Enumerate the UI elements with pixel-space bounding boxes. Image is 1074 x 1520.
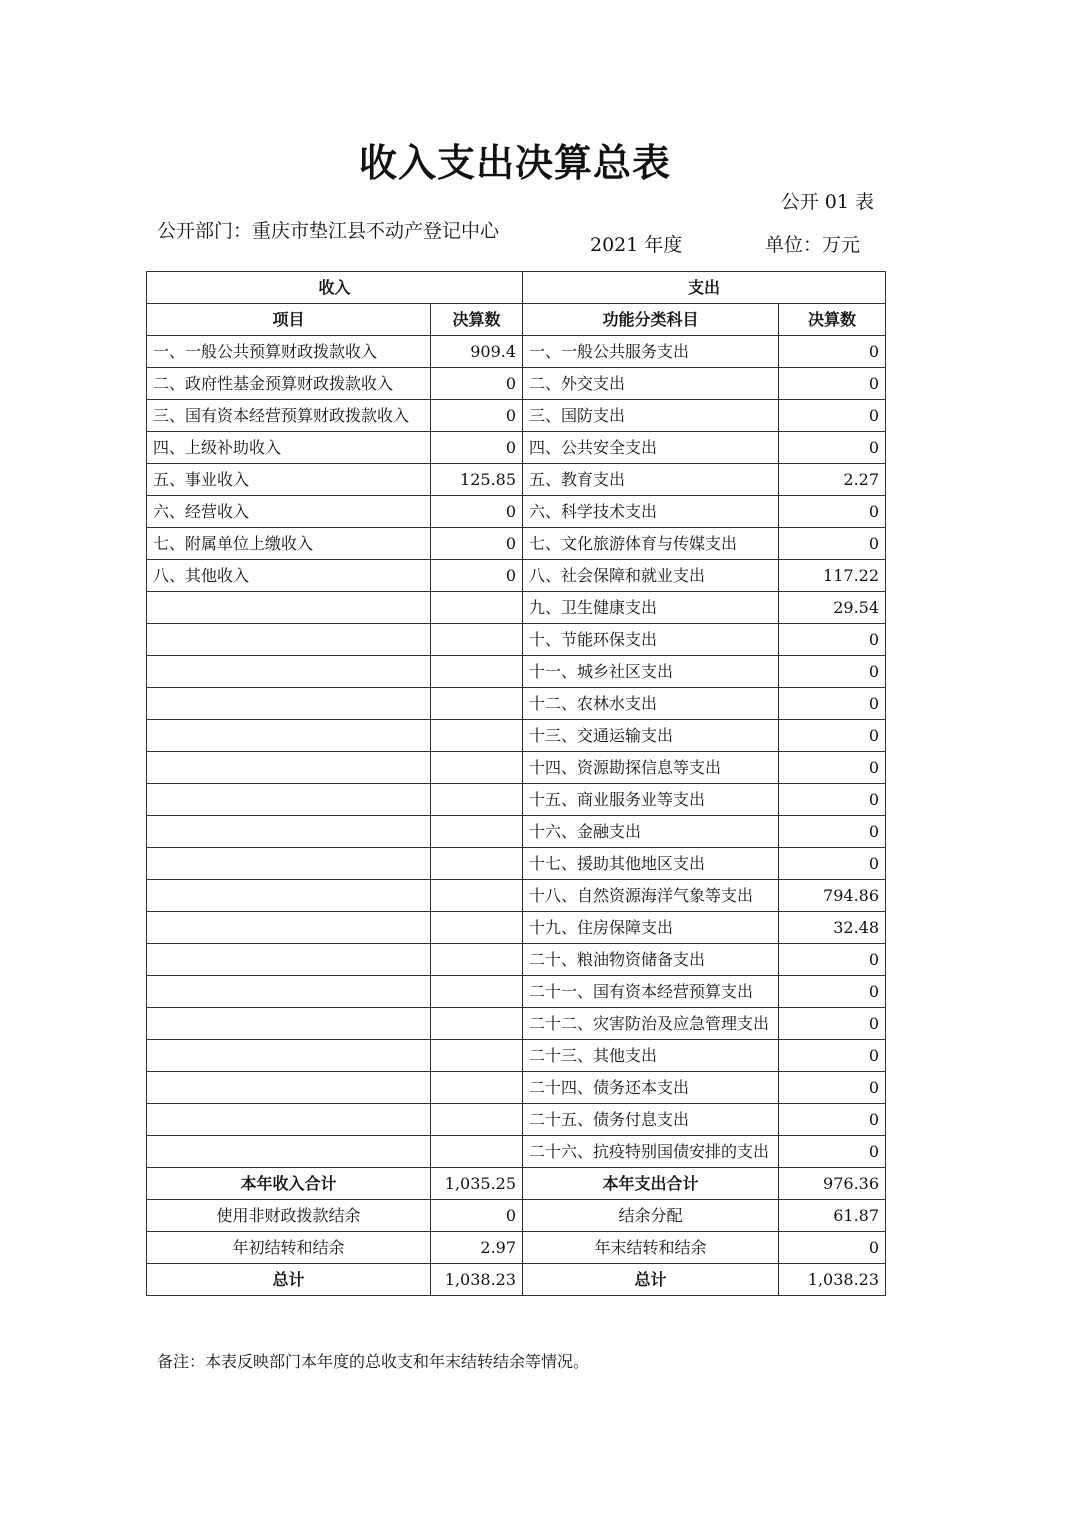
table-row bbox=[147, 912, 886, 944]
table-row bbox=[147, 752, 886, 784]
expense-amount-cell: 0 bbox=[779, 1008, 886, 1040]
expense-total-value: 976.36 bbox=[779, 1168, 886, 1200]
income-item-cell: 六、经营收入 bbox=[147, 496, 431, 528]
begin-balance-label: 年初结转和结余 bbox=[147, 1232, 431, 1264]
table-row bbox=[147, 688, 886, 720]
income-amount-cell: 0 bbox=[431, 368, 523, 400]
expense-item-cell: 八、社会保障和就业支出 bbox=[523, 560, 779, 592]
expense-item-cell: 十二、农林水支出 bbox=[523, 688, 779, 720]
total-row bbox=[147, 1168, 886, 1200]
income-amount-cell bbox=[431, 848, 523, 880]
begin-balance-value: 2.97 bbox=[431, 1232, 523, 1264]
expense-amount-cell: 2.27 bbox=[779, 464, 886, 496]
income-amount-cell bbox=[431, 880, 523, 912]
expense-total-label: 本年支出合计 bbox=[523, 1168, 779, 1200]
income-amount-cell: 0 bbox=[431, 400, 523, 432]
expense-amount-cell: 0 bbox=[779, 624, 886, 656]
income-amount-cell: 0 bbox=[431, 528, 523, 560]
income-amount-cell: 125.85 bbox=[431, 464, 523, 496]
income-item-cell bbox=[147, 944, 431, 976]
col-amount-right-header: 决算数 bbox=[779, 304, 886, 336]
expense-amount-cell: 0 bbox=[779, 400, 886, 432]
total-row bbox=[147, 1200, 886, 1232]
table-row bbox=[147, 1040, 886, 1072]
income-item-cell bbox=[147, 688, 431, 720]
page-title: 收入支出决算总表 bbox=[358, 141, 671, 185]
income-item-cell: 七、附属单位上缴收入 bbox=[147, 528, 431, 560]
expense-header: 支出 bbox=[523, 272, 886, 304]
grand-total-row bbox=[147, 1264, 886, 1296]
income-item-cell bbox=[147, 752, 431, 784]
expense-item-cell: 二十四、债务还本支出 bbox=[523, 1072, 779, 1104]
table-row bbox=[147, 656, 886, 688]
header-row-group bbox=[147, 272, 886, 304]
income-item-cell: 八、其他收入 bbox=[147, 560, 431, 592]
unit-label: 单位：万元 bbox=[765, 234, 861, 256]
expense-item-cell: 七、文化旅游体育与传媒支出 bbox=[523, 528, 779, 560]
expense-amount-cell: 0 bbox=[779, 688, 886, 720]
income-amount-cell bbox=[431, 656, 523, 688]
surplus-dist-value: 61.87 bbox=[779, 1200, 886, 1232]
grand-total-value-right: 1,038.23 bbox=[779, 1264, 886, 1296]
income-header: 收入 bbox=[147, 272, 523, 304]
income-amount-cell bbox=[431, 1104, 523, 1136]
table-row bbox=[147, 848, 886, 880]
expense-amount-cell: 0 bbox=[779, 368, 886, 400]
col-amount-left-header: 决算数 bbox=[431, 304, 523, 336]
expense-item-cell: 十六、金融支出 bbox=[523, 816, 779, 848]
expense-amount-cell: 117.22 bbox=[779, 560, 886, 592]
income-amount-cell bbox=[431, 592, 523, 624]
expense-amount-cell: 0 bbox=[779, 496, 886, 528]
income-item-cell: 一、一般公共预算财政拨款收入 bbox=[147, 336, 431, 368]
expense-amount-cell: 0 bbox=[779, 976, 886, 1008]
expense-amount-cell: 0 bbox=[779, 848, 886, 880]
income-item-cell bbox=[147, 784, 431, 816]
expense-item-cell: 一、一般公共服务支出 bbox=[523, 336, 779, 368]
expense-item-cell: 十五、商业服务业等支出 bbox=[523, 784, 779, 816]
income-amount-cell bbox=[431, 688, 523, 720]
expense-item-cell: 三、国防支出 bbox=[523, 400, 779, 432]
expense-item-cell: 十七、援助其他地区支出 bbox=[523, 848, 779, 880]
table-row bbox=[147, 496, 886, 528]
totals-section bbox=[147, 1168, 886, 1296]
table-row bbox=[147, 1136, 886, 1168]
form-number: 公开 01 表 bbox=[780, 191, 874, 213]
table-row bbox=[147, 784, 886, 816]
income-amount-cell: 0 bbox=[431, 432, 523, 464]
col-item-header: 项目 bbox=[147, 304, 431, 336]
table-row bbox=[147, 816, 886, 848]
income-item-cell bbox=[147, 880, 431, 912]
grand-total-label-right: 总计 bbox=[523, 1264, 779, 1296]
income-item-cell bbox=[147, 816, 431, 848]
table-row bbox=[147, 1008, 886, 1040]
footnote: 备注：本表反映部门本年度的总收支和年末结转结余等情况。 bbox=[157, 1352, 590, 1371]
expense-amount-cell: 0 bbox=[779, 1104, 886, 1136]
table-row bbox=[147, 624, 886, 656]
income-item-cell bbox=[147, 1072, 431, 1104]
expense-item-cell: 十一、城乡社区支出 bbox=[523, 656, 779, 688]
expense-item-cell: 二十三、其他支出 bbox=[523, 1040, 779, 1072]
grand-total-value-left: 1,038.23 bbox=[431, 1264, 523, 1296]
expense-item-cell: 六、科学技术支出 bbox=[523, 496, 779, 528]
income-item-cell bbox=[147, 976, 431, 1008]
expense-item-cell: 十、节能环保支出 bbox=[523, 624, 779, 656]
grand-total-label-left: 总计 bbox=[147, 1264, 431, 1296]
income-amount-cell bbox=[431, 784, 523, 816]
table-row bbox=[147, 464, 886, 496]
table-row bbox=[147, 368, 886, 400]
nonfiscal-label: 使用非财政拨款结余 bbox=[147, 1200, 431, 1232]
expense-item-cell: 十四、资源勘探信息等支出 bbox=[523, 752, 779, 784]
table-row bbox=[147, 944, 886, 976]
expense-amount-cell: 32.48 bbox=[779, 912, 886, 944]
expense-item-cell: 九、卫生健康支出 bbox=[523, 592, 779, 624]
expense-item-cell: 十三、交通运输支出 bbox=[523, 720, 779, 752]
income-item-cell bbox=[147, 1104, 431, 1136]
income-amount-cell bbox=[431, 944, 523, 976]
expense-amount-cell: 0 bbox=[779, 752, 886, 784]
income-item-cell: 三、国有资本经营预算财政拨款收入 bbox=[147, 400, 431, 432]
department-label: 公开部门：重庆市垫江县不动产登记中心 bbox=[157, 220, 500, 242]
expense-item-cell: 二十五、债务付息支出 bbox=[523, 1104, 779, 1136]
total-row bbox=[147, 1232, 886, 1264]
income-amount-cell bbox=[431, 1072, 523, 1104]
expense-item-cell: 二十二、灾害防治及应急管理支出 bbox=[523, 1008, 779, 1040]
col-func-subject-header: 功能分类科目 bbox=[523, 304, 779, 336]
income-amount-cell bbox=[431, 624, 523, 656]
expense-amount-cell: 0 bbox=[779, 816, 886, 848]
income-amount-cell bbox=[431, 912, 523, 944]
table-row bbox=[147, 880, 886, 912]
expense-amount-cell: 0 bbox=[779, 432, 886, 464]
table-row bbox=[147, 1072, 886, 1104]
expense-item-cell: 二、外交支出 bbox=[523, 368, 779, 400]
expense-amount-cell: 0 bbox=[779, 656, 886, 688]
income-item-cell bbox=[147, 1008, 431, 1040]
table-row bbox=[147, 1104, 886, 1136]
surplus-dist-label: 结余分配 bbox=[523, 1200, 779, 1232]
income-expense-table bbox=[146, 271, 886, 1296]
end-balance-label: 年末结转和结余 bbox=[523, 1232, 779, 1264]
table-row bbox=[147, 528, 886, 560]
income-amount-cell bbox=[431, 752, 523, 784]
table-row bbox=[147, 720, 886, 752]
income-item-cell bbox=[147, 720, 431, 752]
income-item-cell bbox=[147, 912, 431, 944]
income-amount-cell: 0 bbox=[431, 560, 523, 592]
table-row bbox=[147, 976, 886, 1008]
expense-amount-cell: 794.86 bbox=[779, 880, 886, 912]
income-amount-cell bbox=[431, 1040, 523, 1072]
expense-amount-cell: 0 bbox=[779, 1072, 886, 1104]
table-row bbox=[147, 336, 886, 368]
fiscal-year: 2021 年度 bbox=[590, 234, 683, 256]
income-amount-cell: 909.4 bbox=[431, 336, 523, 368]
table-row bbox=[147, 592, 886, 624]
expense-amount-cell: 0 bbox=[779, 528, 886, 560]
income-amount-cell bbox=[431, 720, 523, 752]
expense-amount-cell: 0 bbox=[779, 720, 886, 752]
expense-amount-cell: 0 bbox=[779, 1040, 886, 1072]
expense-amount-cell: 0 bbox=[779, 784, 886, 816]
income-item-cell: 四、上级补助收入 bbox=[147, 432, 431, 464]
income-item-cell bbox=[147, 1136, 431, 1168]
expense-item-cell: 五、教育支出 bbox=[523, 464, 779, 496]
income-item-cell bbox=[147, 1040, 431, 1072]
income-amount-cell bbox=[431, 1008, 523, 1040]
expense-item-cell: 二十一、国有资本经营预算支出 bbox=[523, 976, 779, 1008]
expense-item-cell: 十八、自然资源海洋气象等支出 bbox=[523, 880, 779, 912]
income-amount-cell bbox=[431, 816, 523, 848]
income-item-cell bbox=[147, 848, 431, 880]
table-row bbox=[147, 432, 886, 464]
income-item-cell bbox=[147, 624, 431, 656]
expense-item-cell: 二十、粮油物资储备支出 bbox=[523, 944, 779, 976]
income-item-cell: 五、事业收入 bbox=[147, 464, 431, 496]
income-amount-cell bbox=[431, 976, 523, 1008]
expense-item-cell: 二十六、抗疫特别国债安排的支出 bbox=[523, 1136, 779, 1168]
table-row bbox=[147, 400, 886, 432]
end-balance-value: 0 bbox=[779, 1232, 886, 1264]
income-total-label: 本年收入合计 bbox=[147, 1168, 431, 1200]
expense-item-cell: 十九、住房保障支出 bbox=[523, 912, 779, 944]
table-row bbox=[147, 560, 886, 592]
income-amount-cell: 0 bbox=[431, 496, 523, 528]
expense-item-cell: 四、公共安全支出 bbox=[523, 432, 779, 464]
income-item-cell bbox=[147, 592, 431, 624]
header-row-columns bbox=[147, 304, 886, 336]
nonfiscal-value: 0 bbox=[431, 1200, 523, 1232]
income-amount-cell bbox=[431, 1136, 523, 1168]
income-item-cell bbox=[147, 656, 431, 688]
expense-amount-cell: 29.54 bbox=[779, 592, 886, 624]
income-total-value: 1,035.25 bbox=[431, 1168, 523, 1200]
expense-amount-cell: 0 bbox=[779, 944, 886, 976]
expense-amount-cell: 0 bbox=[779, 1136, 886, 1168]
expense-amount-cell: 0 bbox=[779, 336, 886, 368]
income-item-cell: 二、政府性基金预算财政拨款收入 bbox=[147, 368, 431, 400]
